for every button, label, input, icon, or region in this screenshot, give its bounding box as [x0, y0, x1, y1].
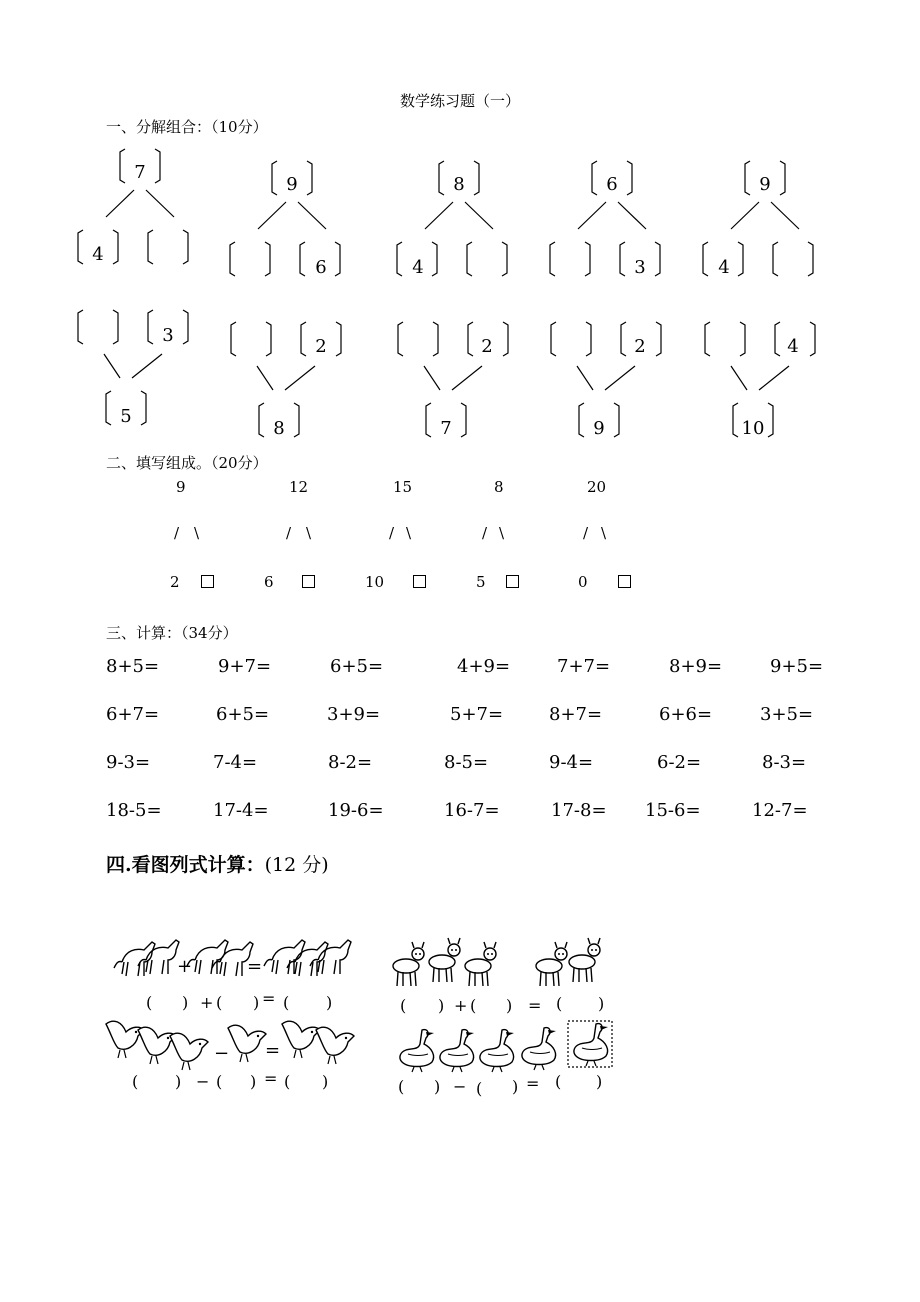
- calc-problem[interactable]: 17-8=: [551, 800, 607, 821]
- deer-group-b: [536, 938, 600, 986]
- combine-3-right: 2: [481, 336, 493, 357]
- comp-5-top: 20: [587, 478, 607, 496]
- p2-equals-sign: =: [528, 996, 542, 1015]
- p1-paren-open-1[interactable]: (: [146, 993, 153, 1012]
- answer-bracket: [773, 242, 813, 276]
- p3-equals-sign: =: [264, 1069, 278, 1088]
- split-1-left: 4: [92, 244, 104, 265]
- comp-1-answer-box[interactable]: [201, 575, 214, 588]
- p1-plus-sign: +: [200, 993, 214, 1012]
- comp-4-top: 8: [494, 478, 504, 496]
- p3-minus-icon: −: [214, 1043, 230, 1064]
- combine-1-right: 3: [162, 325, 174, 346]
- birds-group-b: [228, 1025, 266, 1062]
- calc-problem[interactable]: 4+9=: [457, 656, 511, 677]
- p4-paren-open-1[interactable]: (: [398, 1077, 405, 1096]
- p4-minus-sign: −: [453, 1077, 467, 1096]
- comp-3-part: 10: [365, 573, 385, 591]
- split-5-left: 4: [718, 257, 730, 278]
- comp-3-answer-box[interactable]: [413, 575, 426, 588]
- answer-bracket: [467, 242, 507, 276]
- p1-paren-open-2[interactable]: (: [216, 993, 223, 1012]
- calc-problem[interactable]: 6+5=: [330, 656, 384, 677]
- tree-branch-line: [424, 366, 440, 390]
- answer-bracket: [551, 322, 591, 356]
- tree-branch-line: [106, 190, 134, 217]
- tree-branch-line: [465, 202, 493, 229]
- calc-problem[interactable]: 9-3=: [106, 752, 151, 773]
- comp-1-backslash: \: [194, 524, 200, 542]
- comp-3-backslash: \: [406, 524, 412, 542]
- tree-branch-line: [578, 202, 606, 229]
- comp-2-backslash: \: [306, 524, 312, 542]
- tree-branch-line: [605, 366, 635, 390]
- p3-paren-close-1[interactable]: ): [175, 1072, 182, 1091]
- comp-5-backslash: \: [601, 524, 607, 542]
- p2-paren-close-1[interactable]: ): [438, 996, 445, 1015]
- p2-paren-open-3[interactable]: (: [556, 994, 563, 1013]
- p2-paren-close-2[interactable]: ): [506, 996, 513, 1015]
- combine-2-right: 2: [315, 336, 327, 357]
- tree-branch-line: [771, 202, 799, 229]
- p1-paren-close-1[interactable]: ): [182, 993, 189, 1012]
- split-4-right: 3: [634, 257, 646, 278]
- section3-heading: 三、计算：（34分）: [106, 624, 238, 642]
- tree-branch-line: [452, 366, 482, 390]
- p2-paren-close-3[interactable]: ): [598, 994, 605, 1013]
- calc-problem[interactable]: 12-7=: [752, 800, 808, 821]
- split-5-top: 9: [759, 174, 771, 195]
- tree-branch-line: [731, 202, 759, 229]
- p1-equals-sign: =: [262, 989, 276, 1008]
- tree-branch-line: [731, 366, 747, 390]
- p2-plus-sign: +: [454, 996, 468, 1015]
- section1-diagram: [0, 0, 920, 460]
- p4-paren-close-2[interactable]: ): [512, 1077, 519, 1096]
- split-2-right: 6: [315, 257, 327, 278]
- calc-problem[interactable]: 9+5=: [770, 656, 824, 677]
- calc-problem[interactable]: 8-5=: [444, 752, 489, 773]
- comp-5-slash: /: [583, 524, 589, 542]
- p3-paren-open-3[interactable]: (: [284, 1072, 291, 1091]
- comp-1-slash: /: [174, 524, 180, 542]
- calc-problem[interactable]: 7-4=: [213, 752, 258, 773]
- combine-5-bottom: 10: [741, 418, 765, 439]
- page-title: 数学练习题（一）: [399, 92, 520, 110]
- calc-problem[interactable]: 6+6=: [659, 704, 713, 725]
- p3-equals-icon: =: [265, 1040, 281, 1061]
- p1-plus-icon: +: [177, 956, 193, 977]
- horses-group-a: [114, 940, 179, 976]
- calc-problem[interactable]: 7+7=: [557, 656, 611, 677]
- birds-group-a: [106, 1021, 208, 1070]
- p1-paren-close-3[interactable]: ): [326, 993, 333, 1012]
- calc-problem[interactable]: 17-4=: [213, 800, 269, 821]
- birds-group-c: [282, 1021, 354, 1064]
- tree-branch-line: [257, 366, 273, 390]
- section4-heading: [106, 850, 329, 877]
- calc-problem[interactable]: 6-2=: [657, 752, 702, 773]
- tree-branch-line: [258, 202, 286, 229]
- answer-bracket: [231, 322, 271, 356]
- deer-group-a: [393, 938, 496, 986]
- comp-4-slash: /: [482, 524, 488, 542]
- calc-problem[interactable]: 9-4=: [549, 752, 594, 773]
- p4-paren-close-1[interactable]: ): [434, 1077, 441, 1096]
- section4-points: (12 分): [264, 854, 329, 876]
- p3-paren-open-2[interactable]: (: [216, 1072, 223, 1091]
- calc-problem[interactable]: 15-6=: [645, 800, 701, 821]
- comp-1-top: 9: [176, 478, 186, 496]
- comp-2-part: 6: [264, 573, 274, 591]
- answer-bracket: [705, 322, 745, 356]
- p1-paren-open-3[interactable]: (: [283, 993, 290, 1012]
- p2-paren-open-2[interactable]: (: [470, 996, 477, 1015]
- tree-branch-line: [618, 202, 646, 229]
- p2-paren-open-1[interactable]: (: [400, 996, 407, 1015]
- combine-1-bottom: 5: [120, 406, 132, 427]
- tree-branch-line: [577, 366, 593, 390]
- answer-bracket: [78, 310, 118, 344]
- answer-bracket: [148, 230, 188, 264]
- section2-heading: 二、填写组成。（20分）: [106, 454, 268, 472]
- comp-2-top: 12: [289, 478, 309, 496]
- split-3-top: 8: [453, 174, 465, 195]
- p4-equals-sign: =: [526, 1074, 540, 1093]
- calc-problem[interactable]: 8-2=: [328, 752, 373, 773]
- calc-problem[interactable]: 8-3=: [762, 752, 807, 773]
- combine-2-bottom: 8: [273, 418, 285, 439]
- calc-problem[interactable]: 3+5=: [760, 704, 814, 725]
- tree-branch-line: [146, 190, 174, 217]
- calc-problem[interactable]: 3+9=: [327, 704, 381, 725]
- tree-branch-line: [104, 354, 120, 378]
- calc-problem[interactable]: 16-7=: [444, 800, 500, 821]
- combine-3-bottom: 7: [440, 418, 452, 439]
- split-4-top: 6: [606, 174, 618, 195]
- comp-5-answer-box[interactable]: [618, 575, 631, 588]
- comp-5-part: 0: [578, 573, 588, 591]
- calc-problem[interactable]: 18-5=: [106, 800, 162, 821]
- comp-4-answer-box[interactable]: [506, 575, 519, 588]
- calc-problem[interactable]: 9+7=: [218, 656, 272, 677]
- combine-5-right: 4: [787, 336, 799, 357]
- p3-paren-close-3[interactable]: ): [322, 1072, 329, 1091]
- p1-paren-close-2[interactable]: ): [253, 993, 260, 1012]
- split-1-top: 7: [134, 162, 146, 183]
- tree-branch-line: [425, 202, 453, 229]
- comp-2-slash: /: [286, 524, 292, 542]
- p4-paren-open-2[interactable]: (: [476, 1079, 483, 1098]
- comp-4-part: 5: [476, 573, 486, 591]
- combine-4-bottom: 9: [593, 418, 605, 439]
- section1-heading: 一、分解组合：（10分）: [106, 118, 268, 136]
- calc-problem[interactable]: 8+9=: [669, 656, 723, 677]
- calc-problem[interactable]: 8+7=: [549, 704, 603, 725]
- comp-2-answer-box[interactable]: [302, 575, 315, 588]
- calc-problem[interactable]: 8+5=: [106, 656, 160, 677]
- p1-equals-icon: =: [247, 956, 263, 977]
- split-3-left: 4: [412, 257, 424, 278]
- calc-problem[interactable]: 19-6=: [328, 800, 384, 821]
- split-2-top: 9: [286, 174, 298, 195]
- horses-group-b: [187, 940, 253, 976]
- tree-branch-line: [759, 366, 789, 390]
- calc-problem[interactable]: 5+7=: [450, 704, 504, 725]
- calc-problem[interactable]: 6+5=: [216, 704, 270, 725]
- calc-problem[interactable]: 6+7=: [106, 704, 160, 725]
- p3-paren-open-1[interactable]: (: [132, 1072, 139, 1091]
- tree-branch-line: [132, 354, 162, 378]
- answer-bracket: [398, 322, 438, 356]
- answer-bracket: [230, 242, 270, 276]
- answer-bracket: [550, 242, 590, 276]
- p3-minus-sign: −: [196, 1072, 210, 1091]
- tree-branch-line: [285, 366, 315, 390]
- p4-paren-open-3[interactable]: (: [555, 1072, 562, 1091]
- combine-4-right: 2: [634, 336, 646, 357]
- comp-1-part: 2: [170, 573, 180, 591]
- p4-paren-close-3[interactable]: ): [596, 1072, 603, 1091]
- horses-group-c: [264, 940, 351, 976]
- p3-paren-close-2[interactable]: ): [250, 1072, 257, 1091]
- comp-4-backslash: \: [499, 524, 505, 542]
- comp-3-top: 15: [393, 478, 413, 496]
- tree-branch-line: [298, 202, 326, 229]
- geese-group-a: [400, 1028, 556, 1072]
- section4-title: 四.看图列式计算：: [106, 854, 265, 876]
- comp-3-slash: /: [389, 524, 395, 542]
